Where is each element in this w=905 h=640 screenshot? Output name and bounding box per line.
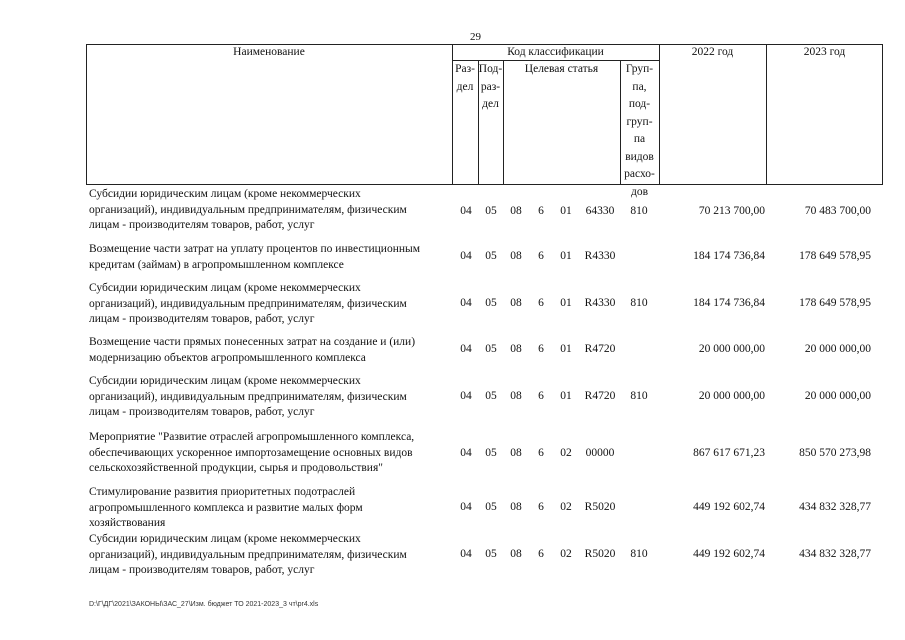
razdel-cell: 04 [460,390,472,402]
file-path-footer: D:\Г\ДГ\2021\ЗАКОНЫ\ЗАС_27\Изм. бюджет ТО 2021-2023_3 чт\pr4.xls [89,601,319,608]
target-part-4: R4330 [584,297,616,309]
target-part-2: 6 [538,548,544,560]
target-part-3: 01 [560,390,572,402]
header-target-article: Целевая статья [524,63,599,75]
podrazdel-cell: 05 [485,501,497,513]
row-name: Мероприятие "Развитие отраслей агропромышленного комплекса, обеспечивающих ускоренное импортозамещение основных видов сельскохозяйственной продукции, сырья и продовольствия" [89,431,415,474]
amount-2023: 20 000 000,00 [804,390,871,402]
razdel-cell: 04 [460,297,472,309]
page-number: 29 [470,31,481,43]
target-part-4: R4720 [584,343,616,355]
podrazdel-cell: 05 [485,343,497,355]
razdel-cell: 04 [460,343,472,355]
razdel-cell: 04 [460,447,472,459]
target-part-1: 08 [510,501,522,513]
target-part-1: 08 [510,297,522,309]
target-part-1: 08 [510,205,522,217]
target-part-3: 01 [560,343,572,355]
target-part-1: 08 [510,548,522,560]
amount-2022: 20 000 000,00 [698,343,765,355]
podrazdel-cell: 05 [485,297,497,309]
amount-2023: 434 832 328,77 [799,501,871,513]
target-part-2: 6 [538,390,544,402]
target-part-4: 64330 [585,205,615,217]
target-part-2: 6 [538,501,544,513]
amount-2022: 184 174 736,84 [693,250,765,262]
podrazdel-cell: 05 [485,390,497,402]
target-part-2: 6 [538,205,544,217]
target-part-2: 6 [538,447,544,459]
header-year-2023: 2023 год [803,46,846,58]
amount-2022: 449 192 602,74 [693,501,765,513]
target-part-4: R4330 [584,250,616,262]
target-part-1: 08 [510,250,522,262]
razdel-cell: 04 [460,250,472,262]
razdel-cell: 04 [460,548,472,560]
amount-2023: 434 832 328,77 [799,548,871,560]
amount-2022: 184 174 736,84 [693,297,765,309]
target-part-4: R5020 [584,501,616,513]
amount-2022: 20 000 000,00 [698,390,765,402]
target-part-3: 02 [560,501,572,513]
vid-cell: 810 [630,390,648,402]
target-part-4: 00000 [585,447,615,459]
amount-2023: 178 649 578,95 [799,297,871,309]
row-name: Стимулирование развития приоритетных подотраслей агропромышленного комплекса и развитие малых форм хозяйствования [89,486,363,529]
row-name: Субсидии юридическим лицам (кроме некоммерческих организаций), индивидуальным предпринимателям, физическим лицам - производителям товаров, работ, услуг [89,188,407,231]
target-part-1: 08 [510,390,522,402]
header-year-2022: 2022 год [691,46,734,58]
vid-cell: 810 [630,205,648,217]
target-part-4: R4720 [584,390,616,402]
target-part-1: 08 [510,447,522,459]
header-razdel: Раз- дел [455,63,475,93]
target-part-2: 6 [538,250,544,262]
amount-2023: 178 649 578,95 [799,250,871,262]
podrazdel-cell: 05 [485,548,497,560]
row-name: Субсидии юридическим лицам (кроме некоммерческих организаций), индивидуальным предпринимателям, физическим лицам - производителям товаров, работ, услуг [89,533,407,576]
razdel-cell: 04 [460,205,472,217]
target-part-2: 6 [538,343,544,355]
podrazdel-cell: 05 [485,250,497,262]
amount-2023: 850 570 273,98 [799,447,871,459]
header-podrazdel: Под- раз- дел [478,63,503,110]
row-name: Возмещение части затрат на уплату процентов по инвестиционным кредитам (займам) в агропромышленном комплексе [89,243,421,271]
amount-2022: 70 213 700,00 [698,205,765,217]
header-name: Наименование [233,46,305,58]
amount-2023: 70 483 700,00 [804,205,871,217]
header-code-classification: Код классификации [507,46,604,58]
vid-cell: 810 [630,548,648,560]
razdel-cell: 04 [460,501,472,513]
target-part-3: 01 [560,205,572,217]
amount-2022: 867 617 671,23 [693,447,765,459]
podrazdel-cell: 05 [485,205,497,217]
target-part-3: 02 [560,548,572,560]
row-name: Субсидии юридическим лицам (кроме некоммерческих организаций), индивидуальным предпринимателям, физическим лицам - производителям товаров, работ, услуг [89,375,407,418]
target-part-3: 01 [560,250,572,262]
target-part-1: 08 [510,343,522,355]
row-name: Субсидии юридическим лицам (кроме некоммерческих организаций), индивидуальным предпринимателям, физическим лицам - производителям товаров, работ, услуг [89,282,407,325]
podrazdel-cell: 05 [485,447,497,459]
row-name: Возмещение части прямых понесенных затрат на создание и (или) модернизацию объектов агропромышленного комплекса [89,336,416,364]
target-part-3: 01 [560,297,572,309]
amount-2023: 20 000 000,00 [804,343,871,355]
target-part-4: R5020 [584,548,616,560]
target-part-3: 02 [560,447,572,459]
vid-cell: 810 [630,297,648,309]
header-group: Груп- па, под- груп- па видов расхо- дов [624,63,655,198]
target-part-2: 6 [538,297,544,309]
amount-2022: 449 192 602,74 [693,548,765,560]
